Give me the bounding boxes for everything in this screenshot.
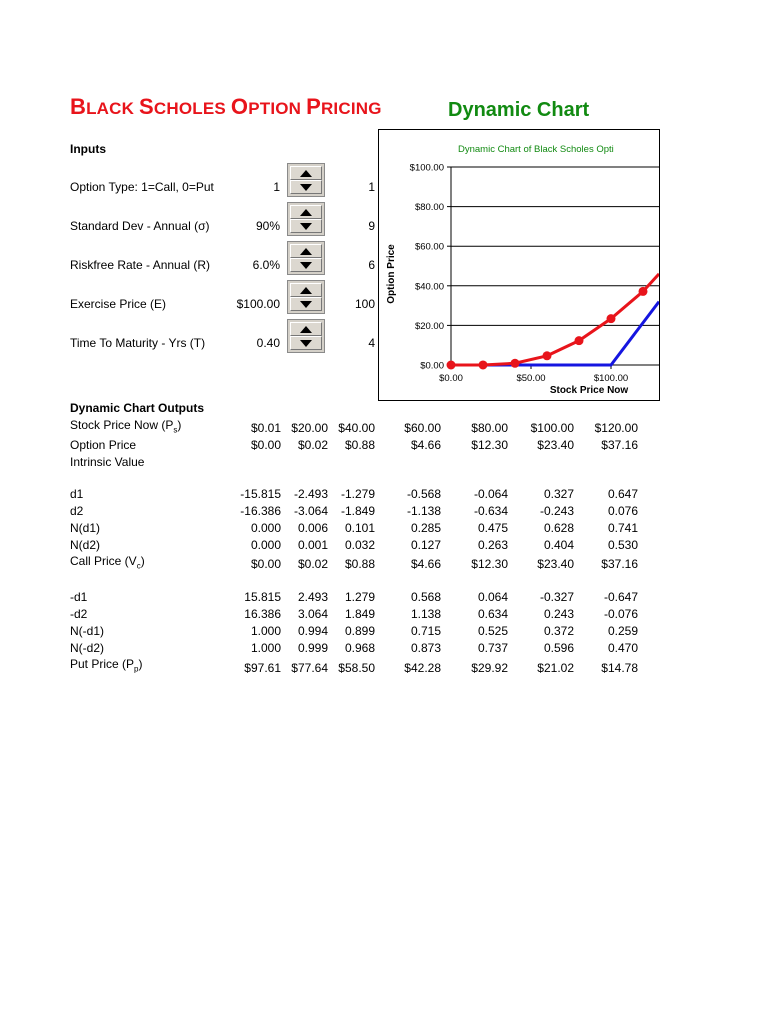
dynamic-chart xyxy=(378,129,660,401)
cell-md1-0: 15.815 xyxy=(244,590,281,604)
input-label-exercise: Exercise Price (E) xyxy=(70,297,167,311)
spin-down-button[interactable] xyxy=(290,219,322,233)
d1-label: d1 xyxy=(70,487,84,501)
title-rest: CHOLES xyxy=(153,99,231,118)
option-price-point xyxy=(639,287,648,296)
chart-svg xyxy=(379,130,659,400)
cell-nd2-5: 0.404 xyxy=(543,538,574,552)
cell-d1-5: 0.327 xyxy=(543,487,574,501)
linked-value-option-type: 1 xyxy=(368,180,375,194)
cell-nd1-1: 0.006 xyxy=(297,521,328,535)
cell-md2-6: -0.076 xyxy=(603,607,638,621)
cell-put-1: $77.64 xyxy=(291,661,328,675)
cell-d1-1: -2.493 xyxy=(293,487,328,501)
cell-call-0: $0.00 xyxy=(250,557,281,571)
cell-call-4: $12.30 xyxy=(471,557,508,571)
call-price-label: Call Price $(V_c)$ xyxy=(70,554,145,571)
cell-put-4: $29.92 xyxy=(471,661,508,675)
arrow-down-icon xyxy=(300,184,312,191)
input-value-option-type[interactable]: 1 xyxy=(273,180,280,194)
put-price-subscript: p xyxy=(134,664,139,674)
arrow-down-icon xyxy=(300,262,312,269)
put-price-label: Put Price $(P_p)$ xyxy=(70,657,143,674)
y-tick-label: $60.00 xyxy=(414,241,444,253)
input-value-exercise[interactable]: $100.00 xyxy=(236,297,280,311)
cell-stock-6: $120.00 xyxy=(594,421,638,435)
cell-call-5: $23.40 xyxy=(537,557,574,571)
cell-call-3: $4.66 xyxy=(410,557,441,571)
n-neg-d2-label: N(-d2) xyxy=(70,641,105,655)
stock-price-label: Stock Price Now $(P_s)$ xyxy=(70,418,182,435)
cell-option-1: $0.02 xyxy=(297,438,328,452)
cell-put-3: $42.28 xyxy=(404,661,441,675)
arrow-up-icon xyxy=(300,170,312,177)
linked-value-maturity: 4 xyxy=(368,336,375,350)
cell-md2-0: 16.386 xyxy=(244,607,281,621)
cell-nd2-3: 0.127 xyxy=(410,538,441,552)
spin-up-button[interactable] xyxy=(290,283,322,297)
cell-md2-4: 0.634 xyxy=(477,607,508,621)
cell-option-0: $0.00 xyxy=(250,438,281,452)
cell-d1-2: -1.279 xyxy=(340,487,375,501)
neg-d2-label: -d2 xyxy=(70,607,88,621)
cell-d2-4: -0.634 xyxy=(473,504,508,518)
intrinsic-line xyxy=(451,302,659,365)
cell-put-2: $58.50 xyxy=(338,661,375,675)
x-axis-label: Stock Price Now xyxy=(549,385,629,396)
cell-md2-3: 1.138 xyxy=(410,607,441,621)
spin-up-button[interactable] xyxy=(290,322,322,336)
cell-stock-0: $0.01 xyxy=(250,421,281,435)
cell-nd2-6: 0.530 xyxy=(607,538,638,552)
cell-nd1-2: 0.101 xyxy=(344,521,375,535)
linked-value-riskfree: 6 xyxy=(368,258,375,272)
option-price-point xyxy=(607,314,616,323)
cell-md1-6: -0.647 xyxy=(603,590,638,604)
cell-nmd1-1: 0.994 xyxy=(297,624,328,638)
dynamic-chart-title: Dynamic Chart xyxy=(448,99,590,121)
title-cap: O xyxy=(230,94,249,119)
cell-stock-2: $40.00 xyxy=(338,421,375,435)
spin-down-button[interactable] xyxy=(290,258,322,272)
input-label-option-type: Option Type: 1=Call, 0=Put xyxy=(70,180,214,194)
cell-nmd2-1: 0.999 xyxy=(297,641,328,655)
cell-option-3: $4.66 xyxy=(410,438,441,452)
cell-nmd2-2: 0.968 xyxy=(344,641,375,655)
cell-option-5: $23.40 xyxy=(537,438,574,452)
cell-stock-1: $20.00 xyxy=(291,421,328,435)
cell-md1-5: -0.327 xyxy=(539,590,574,604)
call-price-subscript: c xyxy=(136,561,141,571)
chart-title: Dynamic Chart of Black Scholes Opti xyxy=(458,144,614,155)
option-price-label: Option Price xyxy=(70,438,137,452)
cell-nmd1-4: 0.525 xyxy=(477,624,508,638)
cell-call-1: $0.02 xyxy=(297,557,328,571)
title-cap: S xyxy=(139,94,154,119)
arrow-up-icon xyxy=(300,287,312,294)
spin-down-button[interactable] xyxy=(290,336,322,350)
cell-nd1-4: 0.475 xyxy=(477,521,508,535)
nd2-label: N(d2) xyxy=(70,538,101,552)
std-dev-spinner[interactable] xyxy=(287,202,325,236)
option-price-point xyxy=(511,359,520,368)
cell-nmd1-3: 0.715 xyxy=(410,624,441,638)
cell-d1-0: -15.815 xyxy=(240,487,281,501)
cell-call-2: $0.88 xyxy=(344,557,375,571)
cell-stock-5: $100.00 xyxy=(530,421,574,435)
call-price-label-text: Call Price (V xyxy=(70,554,137,568)
cell-d2-6: 0.076 xyxy=(607,504,638,518)
input-value-std-dev[interactable]: 90% xyxy=(255,219,280,233)
stock-price-subscript: s xyxy=(173,425,178,435)
input-label-std-dev: Standard Dev - Annual (σ) xyxy=(70,219,210,233)
cell-nmd2-4: 0.737 xyxy=(477,641,508,655)
maturity-spinner[interactable] xyxy=(287,319,325,353)
cell-nmd1-0: 1.000 xyxy=(250,624,281,638)
cell-nmd1-5: 0.372 xyxy=(543,624,574,638)
cell-md1-3: 0.568 xyxy=(410,590,441,604)
cell-md2-1: 3.064 xyxy=(297,607,328,621)
arrow-up-icon xyxy=(300,326,312,333)
neg-d1-label: -d1 xyxy=(70,590,88,604)
y-tick-label: $0.00 xyxy=(420,360,444,372)
cell-stock-3: $60.00 xyxy=(404,421,441,435)
cell-nd2-0: 0.000 xyxy=(250,538,281,552)
cell-nmd2-5: 0.596 xyxy=(543,641,574,655)
outputs-heading: Dynamic Chart Outputs xyxy=(70,401,205,415)
stock-price-label-text: Stock Price Now (P xyxy=(70,418,174,432)
cell-d1-6: 0.647 xyxy=(607,487,638,501)
cell-nmd1-6: 0.259 xyxy=(607,624,638,638)
x-tick-label: $0.00 xyxy=(439,373,463,384)
cell-nd1-0: 0.000 xyxy=(250,521,281,535)
input-label-maturity: Time To Maturity - Yrs (T) xyxy=(70,336,206,350)
title-rest: RICING xyxy=(320,99,382,118)
cell-nmd2-0: 1.000 xyxy=(250,641,281,655)
cell-d1-3: -0.568 xyxy=(406,487,441,501)
page-title xyxy=(70,94,382,120)
cell-nd1-6: 0.741 xyxy=(607,521,638,535)
cell-md1-4: 0.064 xyxy=(477,590,508,604)
option-price-point xyxy=(479,360,488,369)
spin-down-button[interactable] xyxy=(290,180,322,194)
cell-d2-2: -1.849 xyxy=(340,504,375,518)
arrow-up-icon xyxy=(300,248,312,255)
cell-d2-3: -1.138 xyxy=(406,504,441,518)
cell-d2-0: -16.386 xyxy=(240,504,281,518)
title-cap: B xyxy=(70,94,87,119)
option-price-point xyxy=(447,361,456,370)
spin-up-button[interactable] xyxy=(290,166,322,180)
cell-d1-4: -0.064 xyxy=(473,487,508,501)
put-price-label-text: Put Price (P xyxy=(70,657,135,671)
arrow-down-icon xyxy=(300,340,312,347)
title-rest: PTION xyxy=(248,99,307,118)
y-tick-label: $20.00 xyxy=(414,320,444,332)
option-price-point xyxy=(575,336,584,345)
cell-option-6: $37.16 xyxy=(601,438,638,452)
cell-md2-2: 1.849 xyxy=(344,607,375,621)
input-value-maturity[interactable]: 0.40 xyxy=(256,336,280,350)
cell-nmd2-3: 0.873 xyxy=(410,641,441,655)
cell-nd1-3: 0.285 xyxy=(410,521,441,535)
cell-put-5: $21.02 xyxy=(537,661,574,675)
x-tick-label: $50.00 xyxy=(516,373,546,384)
cell-md1-2: 1.279 xyxy=(344,590,375,604)
n-neg-d1-label: N(-d1) xyxy=(70,624,105,638)
cell-nd2-2: 0.032 xyxy=(344,538,375,552)
option-type-spinner[interactable] xyxy=(287,163,325,197)
y-tick-label: $100.00 xyxy=(409,162,444,174)
riskfree-spinner[interactable] xyxy=(287,241,325,275)
y-tick-label: $40.00 xyxy=(414,281,444,293)
spin-down-button[interactable] xyxy=(290,297,322,311)
cell-nd1-5: 0.628 xyxy=(543,521,574,535)
title-cap: P xyxy=(306,94,321,119)
arrow-up-icon xyxy=(300,209,312,216)
intrinsic-value-label: Intrinsic Value xyxy=(70,455,145,469)
cell-put-6: $14.78 xyxy=(601,661,638,675)
arrow-down-icon xyxy=(300,223,312,230)
cell-put-0: $97.61 xyxy=(244,661,281,675)
spin-up-button[interactable] xyxy=(290,205,322,219)
nd1-label: N(d1) xyxy=(70,521,101,535)
x-tick-label: $100.00 xyxy=(593,373,629,384)
option-price-point xyxy=(543,351,552,360)
arrow-down-icon xyxy=(300,301,312,308)
exercise-spinner[interactable] xyxy=(287,280,325,314)
y-tick-label: $80.00 xyxy=(414,202,444,214)
option-price-line xyxy=(451,274,659,365)
y-axis-label: Option Price xyxy=(386,244,397,304)
cell-d2-1: -3.064 xyxy=(293,504,328,518)
cell-option-2: $0.88 xyxy=(344,438,375,452)
cell-nmd1-2: 0.899 xyxy=(344,624,375,638)
title-rest: LACK xyxy=(86,99,140,118)
cell-md2-5: 0.243 xyxy=(543,607,574,621)
cell-nd2-1: 0.001 xyxy=(297,538,328,552)
inputs-heading: Inputs xyxy=(70,142,106,156)
cell-stock-4: $80.00 xyxy=(471,421,508,435)
cell-md1-1: 2.493 xyxy=(297,590,328,604)
cell-nmd2-6: 0.470 xyxy=(607,641,638,655)
cell-nd2-4: 0.263 xyxy=(477,538,508,552)
input-label-riskfree: Riskfree Rate - Annual (R) xyxy=(70,258,211,272)
d2-label: d2 xyxy=(70,504,84,518)
spin-up-button[interactable] xyxy=(290,244,322,258)
cell-option-4: $12.30 xyxy=(471,438,508,452)
linked-value-exercise: 100 xyxy=(354,297,375,311)
cell-d2-5: -0.243 xyxy=(539,504,574,518)
linked-value-std-dev: 9 xyxy=(368,219,375,233)
input-value-riskfree[interactable]: 6.0% xyxy=(252,258,280,272)
cell-call-6: $37.16 xyxy=(601,557,638,571)
